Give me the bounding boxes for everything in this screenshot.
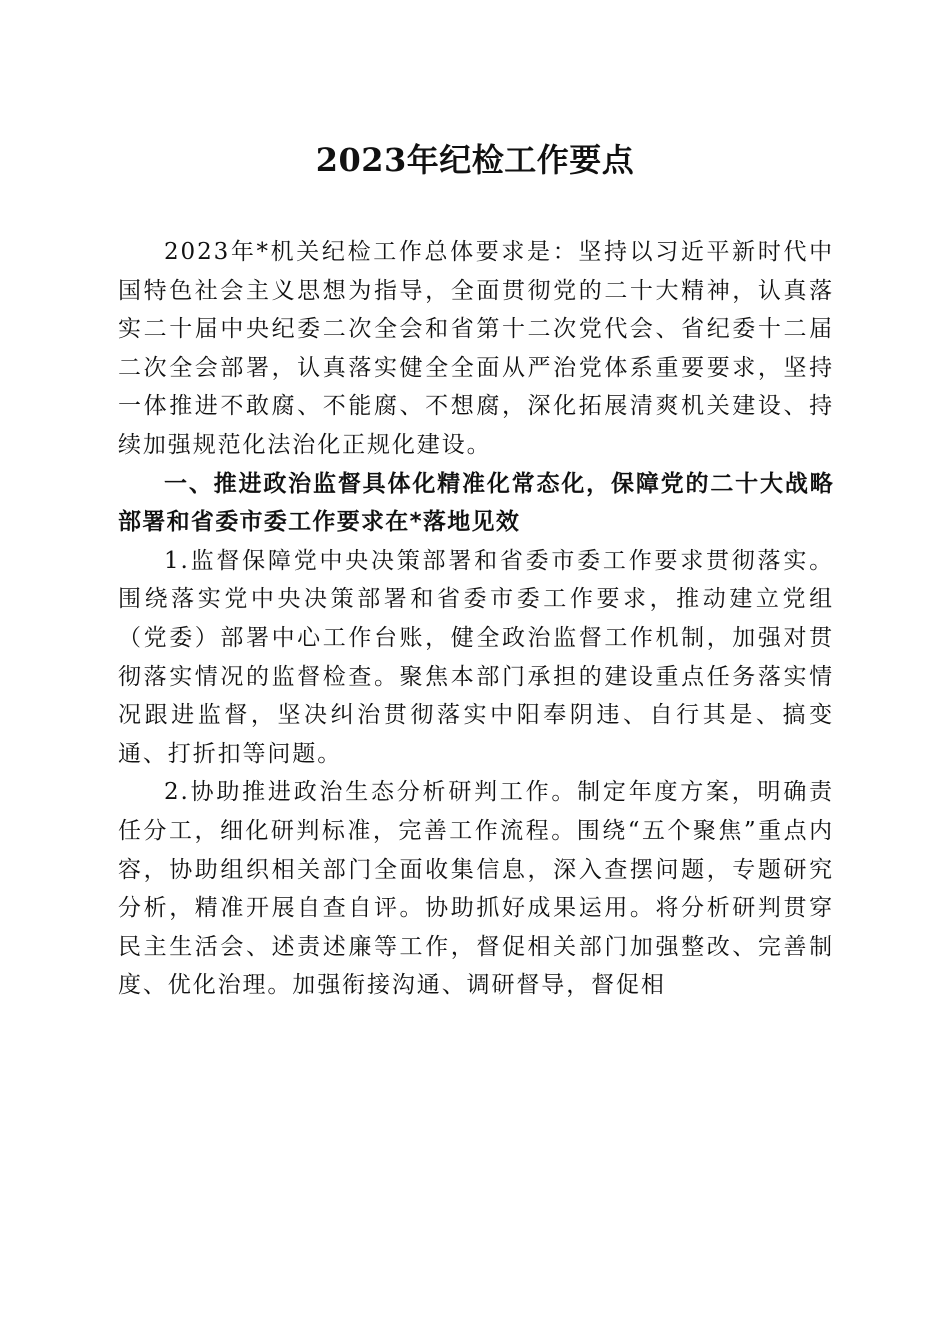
intro-paragraph: 2023年*机关纪检工作总体要求是：坚持以习近平新时代中国特色社会主义思想为指导，全面贯彻党的二十大精神，认真落实二十届中央纪委二次全会和省第十二次党代会、省纪委十二届二次全会部署，认真落实健全全面从严治党体系重要要求，坚持一体推进不敢腐、不能腐、不想腐，深化拓展清爽机关建设、持续加强规范化法治化正规化建设。 xyxy=(118,239,834,458)
document-title: 2023年纪检工作要点 xyxy=(315,141,635,179)
section-heading: 一、推进政治监督具体化精准化常态化，保障党的二十大战略部署和省委市委工作要求在*落地见效 xyxy=(118,470,834,536)
list-item-1: 1.监督保障党中央决策部署和省委市委工作要求贯彻落实。围绕落实党中央决策部署和省委市委工作要求，推动建立党组（党委）部署中心工作台账，健全政治监督工作机制，加强对贯彻落实情况的监督检查。聚焦本部门承担的建设重点任务落实情况跟进监督，坚决纠治贯彻落实中阳奉阴违、自行其是、搞变通、打折扣等问题。 xyxy=(118,547,834,767)
document-body xyxy=(118,233,834,1005)
list-item-2: 2.协助推进政治生态分析研判工作。制定年度方案，明确责任分工，细化研判标准，完善工作流程。围绕“五个聚焦”重点内容，协助组织相关部门全面收集信息，深入查摆问题，专题研究分析，精准开展自查自评。协助抓好成果运用。将分析研判贯穿民主生活会、述责述廉等工作，督促相关部门加强整改、完善制度、优化治理。加强衔接沟通、调研督导，督促相 xyxy=(118,779,834,999)
